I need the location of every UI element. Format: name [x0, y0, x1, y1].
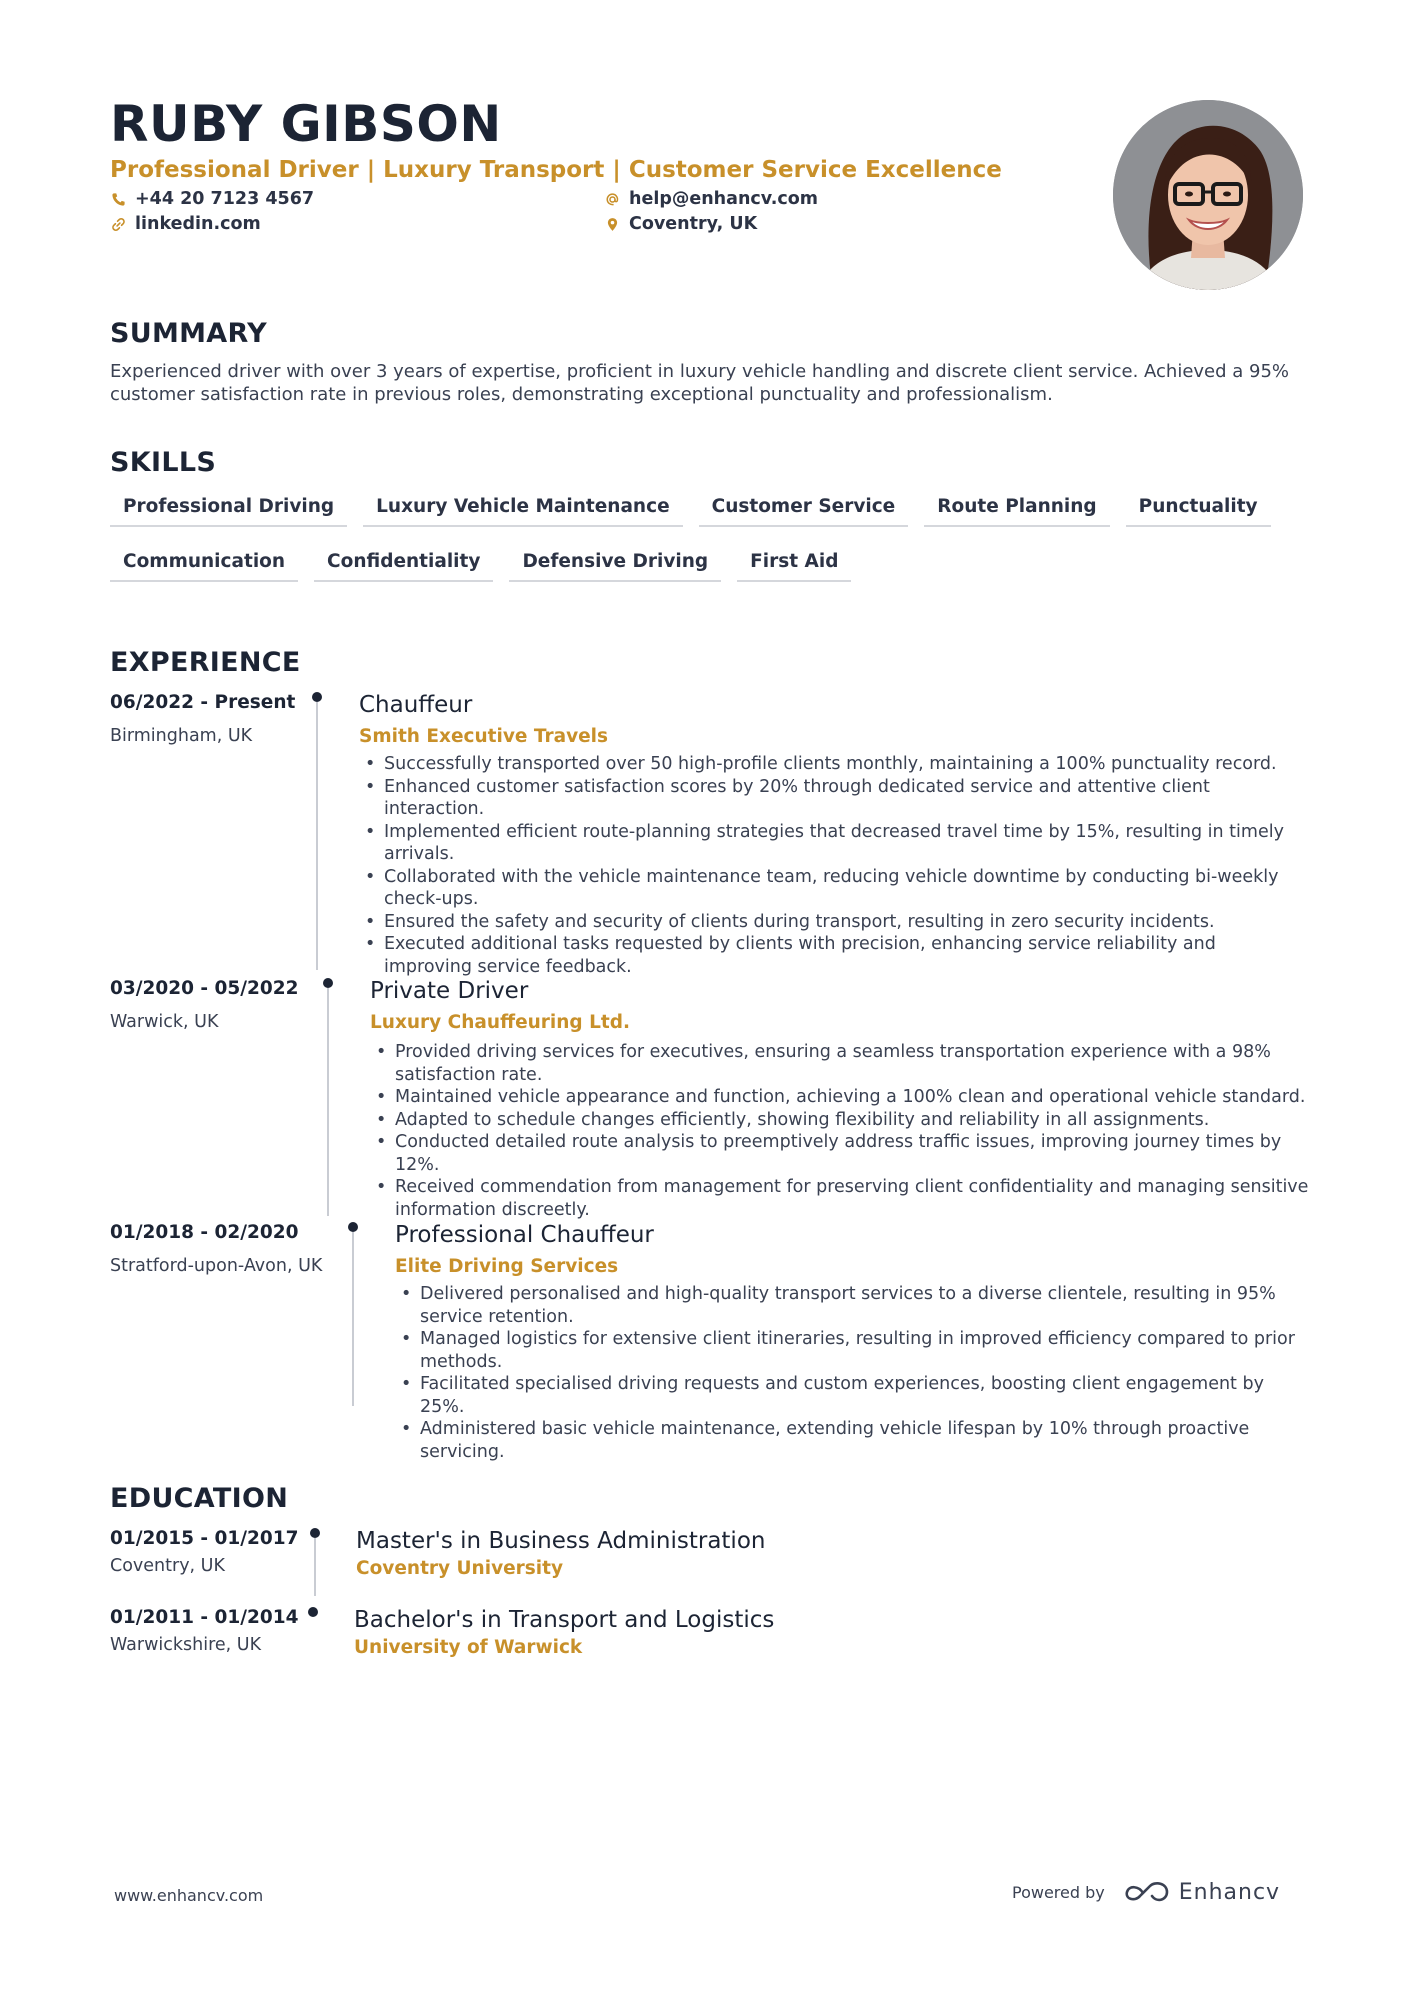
experience-title: EXPERIENCE	[110, 647, 301, 678]
experience-company: Luxury Chauffeuring Ltd.	[370, 1012, 631, 1033]
experience-entry	[110, 692, 1310, 977]
education-school: Coventry University	[356, 1558, 564, 1579]
phone-icon	[111, 192, 126, 207]
skill-tag: Route Planning	[924, 490, 1109, 527]
bullet-item: • Maintained vehicle appearance and function, achieving a 100% clean and operational vehicle standard.	[370, 1086, 1310, 1109]
powered-by-text: Powered by	[1012, 1883, 1105, 1902]
timeline-line	[352, 1232, 354, 1406]
education-title: EDUCATION	[110, 1483, 289, 1514]
skill-tag: Punctuality	[1126, 490, 1271, 527]
experience-date: 01/2018 - 02/2020	[110, 1222, 299, 1243]
education-date: 01/2011 - 01/2014	[110, 1607, 299, 1628]
enhancv-logo-text: Enhancv	[1178, 1880, 1281, 1905]
experience-location: Stratford-upon-Avon, UK	[110, 1256, 323, 1276]
education-degree: Master's in Business Administration	[356, 1528, 766, 1554]
skill-tag: Professional Driving	[110, 490, 347, 527]
education-date: 01/2015 - 01/2017	[110, 1528, 299, 1549]
phone-text: +44 20 7123 4567	[135, 189, 315, 209]
timeline-dot	[310, 1528, 320, 1538]
education-location: Coventry, UK	[110, 1556, 225, 1576]
timeline-line	[327, 988, 329, 1216]
bullet-item: • Administered basic vehicle maintenance, extending vehicle lifespan by 10% through proactive servicing.	[395, 1418, 1310, 1463]
experience-date: 03/2020 - 05/2022	[110, 978, 299, 999]
bullet-item: • Conducted detailed route analysis to preemptively address traffic issues, improving journey times by 12%.	[370, 1131, 1310, 1176]
bullet-item: • Successfully transported over 50 high-profile clients monthly, maintaining a 100% punctuality record.	[359, 753, 1309, 776]
footer-website-link[interactable]: www.enhancv.com	[114, 1886, 264, 1905]
timeline-dot	[312, 692, 322, 702]
bullet-item: • Enhanced customer satisfaction scores by 20% through dedicated service and attentive client interaction.	[359, 776, 1309, 821]
location-contact	[605, 214, 757, 234]
experience-date: 06/2022 - Present	[110, 692, 296, 713]
link-icon	[111, 217, 126, 232]
footer-branding	[1012, 1880, 1280, 1905]
summary-text: Experienced driver with over 3 years of expertise, proficient in luxury vehicle handling and discrete client service. Achieved a 95% customer satisfaction rate in previous roles, demonstrating exceptional punctuality and professionalism.	[110, 361, 1290, 405]
bullet-item: • Delivered personalised and high-quality transport services to a diverse clientele, resulting in 95% service retention.	[395, 1283, 1310, 1328]
bullet-item: • Adapted to schedule changes efficiently, showing flexibility and reliability in all assignments.	[370, 1109, 1310, 1132]
skills-list	[110, 490, 1310, 582]
email-text: help@enhancv.com	[629, 189, 819, 209]
skill-tag: First Aid	[737, 545, 851, 582]
timeline-dot	[308, 1607, 318, 1617]
skill-tag: Communication	[110, 545, 298, 582]
experience-role: Private Driver	[370, 978, 529, 1004]
experience-entry	[110, 1222, 1310, 1462]
education-entry	[110, 1607, 1310, 1667]
bullet-item: • Executed additional tasks requested by clients with precision, enhancing service reliability and improving service feedback.	[359, 933, 1309, 978]
experience-company: Elite Driving Services	[395, 1256, 619, 1277]
profile-portrait-image	[1113, 100, 1303, 290]
skill-tag: Luxury Vehicle Maintenance	[363, 490, 682, 527]
experience-location: Birmingham, UK	[110, 726, 253, 746]
linkedin-contact[interactable]	[111, 214, 261, 234]
experience-bullets	[395, 1283, 1310, 1463]
location-pin-icon	[605, 217, 620, 232]
phone-contact[interactable]	[111, 189, 314, 209]
experience-company: Smith Executive Travels	[359, 726, 609, 747]
skill-tag: Customer Service	[699, 490, 909, 527]
timeline-line	[314, 1538, 316, 1596]
enhancv-logo-icon	[1123, 1881, 1171, 1905]
bullet-item: • Provided driving services for executives, ensuring a seamless transportation experience with a 98% satisfaction rate.	[370, 1041, 1310, 1086]
linkedin-text: linkedin.com	[135, 214, 261, 234]
skill-tag: Defensive Driving	[509, 545, 721, 582]
summary-title: SUMMARY	[110, 318, 267, 349]
timeline-dot	[323, 978, 333, 988]
bullet-item: • Facilitated specialised driving requests and custom experiences, boosting client engagement by 25%.	[395, 1373, 1310, 1418]
headline: Professional Driver | Luxury Transport | Customer Service Excellence	[110, 157, 1002, 183]
bullet-item: • Ensured the safety and security of clients during transport, resulting in zero security incidents.	[359, 911, 1309, 934]
timeline-line	[316, 702, 318, 970]
education-school: University of Warwick	[354, 1637, 583, 1658]
bullet-item: • Implemented efficient route-planning strategies that decreased travel time by 15%, resulting in timely arrivals.	[359, 821, 1309, 866]
at-icon	[605, 192, 620, 207]
bullet-item: • Managed logistics for extensive client itineraries, resulting in improved efficiency compared to prior methods.	[395, 1328, 1310, 1373]
skill-tag: Confidentiality	[314, 545, 493, 582]
experience-role: Professional Chauffeur	[395, 1222, 654, 1248]
enhancv-logo[interactable]	[1123, 1880, 1280, 1905]
bullet-item: • Collaborated with the vehicle maintenance team, reducing vehicle downtime by conducting bi-weekly check-ups.	[359, 866, 1309, 911]
profile-photo	[1113, 100, 1303, 290]
experience-bullets	[370, 1041, 1310, 1221]
bullet-item: • Received commendation from management for preserving client confidentiality and managing sensitive information discreetly.	[370, 1176, 1310, 1221]
email-contact[interactable]	[605, 189, 818, 209]
education-degree: Bachelor's in Transport and Logistics	[354, 1607, 775, 1633]
education-location: Warwickshire, UK	[110, 1635, 262, 1655]
experience-entry	[110, 978, 1310, 1218]
experience-role: Chauffeur	[359, 692, 473, 718]
skills-title: SKILLS	[110, 447, 217, 478]
timeline-dot	[348, 1222, 358, 1232]
education-entry	[110, 1528, 1310, 1608]
experience-location: Warwick, UK	[110, 1012, 219, 1032]
experience-bullets	[359, 753, 1309, 978]
location-text: Coventry, UK	[629, 214, 758, 234]
candidate-name: RUBY GIBSON	[110, 95, 502, 153]
